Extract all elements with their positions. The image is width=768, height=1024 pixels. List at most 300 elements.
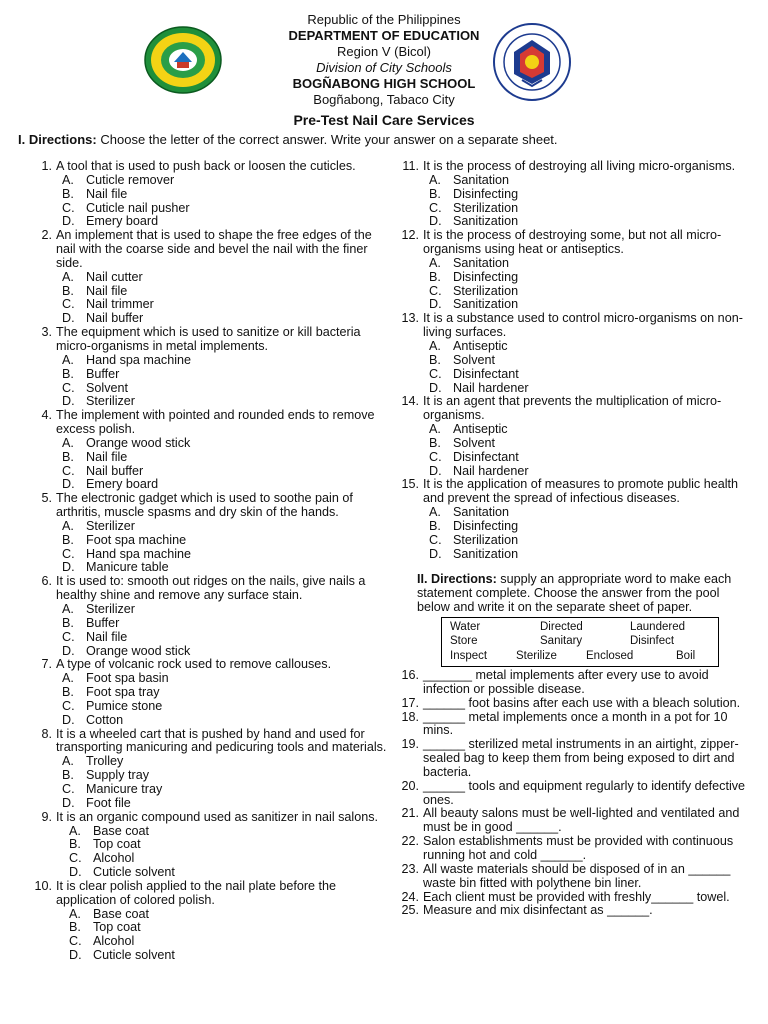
option-text: Nail hardener — [453, 463, 529, 478]
question-number: 2. — [41, 228, 52, 243]
option-letter: D. — [429, 214, 442, 229]
option-letter: D. — [62, 795, 75, 810]
option-text: Antiseptic — [453, 338, 508, 353]
option-text: Nail trimmer — [86, 297, 154, 312]
division-line: Division of City Schools — [316, 60, 452, 75]
answer-option — [28, 838, 388, 852]
option-letter: B. — [62, 768, 74, 783]
question-number: 19. — [401, 737, 419, 752]
option-letter: B. — [429, 352, 441, 367]
option-letter: B. — [429, 186, 441, 201]
option-text: Nail cutter — [86, 269, 143, 284]
option-text: Base coat — [93, 823, 150, 838]
question-row — [28, 492, 388, 520]
answer-option — [28, 949, 388, 963]
question-number: 23. — [401, 861, 419, 876]
question-item — [395, 891, 747, 905]
option-text: Sanitation — [453, 172, 510, 187]
option-text: Top coat — [93, 837, 141, 852]
option-text: Supply tray — [86, 768, 149, 783]
question-number: 20. — [401, 778, 419, 793]
option-letter: A. — [62, 518, 74, 533]
question-text: The implement with pointed and rounded ends to remove excess polish. — [56, 408, 375, 437]
question-text: It is an organic compound used as sanitizer in nail salons. — [56, 809, 379, 824]
question-row — [395, 711, 747, 739]
option-text: Orange wood stick — [86, 435, 191, 450]
option-letter: C. — [429, 449, 442, 464]
option-text: Nail file — [86, 283, 128, 298]
option-letter: A. — [62, 269, 74, 284]
answer-option — [28, 783, 388, 797]
option-letter: C. — [62, 380, 75, 395]
option-letter: B. — [429, 435, 441, 450]
question-number: 7. — [41, 657, 52, 672]
answer-option — [395, 188, 747, 202]
question-item — [395, 697, 747, 711]
question-text: Measure and mix disinfectant as ______. — [423, 903, 653, 918]
question-row — [395, 229, 747, 257]
option-text: Sanitization — [453, 546, 519, 561]
question-text: It is clear polish applied to the nail plate before the application of colored polish. — [56, 878, 337, 907]
question-item — [28, 326, 388, 409]
answer-option — [28, 825, 388, 839]
question-row — [28, 811, 388, 825]
question-number: 13. — [401, 311, 419, 326]
option-letter: C. — [429, 283, 442, 298]
question-row — [395, 738, 747, 780]
option-letter: C. — [62, 781, 75, 796]
question-item — [28, 728, 388, 811]
option-text: Sterilization — [453, 532, 519, 547]
question-item — [395, 807, 747, 835]
question-row — [395, 669, 747, 697]
answer-option — [28, 285, 388, 299]
option-letter: D. — [62, 643, 75, 658]
question-item — [28, 658, 388, 727]
question-row — [28, 160, 388, 174]
question-row — [28, 880, 388, 908]
question-number: 1. — [41, 159, 52, 173]
answer-option — [28, 935, 388, 949]
answer-option — [395, 548, 747, 562]
option-letter: C. — [69, 934, 82, 949]
answer-option — [28, 368, 388, 382]
option-text: Nail file — [86, 629, 128, 644]
option-letter: B. — [69, 920, 81, 935]
answer-option — [395, 215, 747, 229]
question-item — [395, 229, 747, 312]
question-text: The equipment which is used to sanitize or kill bacteria micro-organisms in metal implements. — [56, 325, 361, 353]
question-row — [395, 697, 747, 711]
answer-option — [395, 534, 747, 548]
right-multiple-choice — [395, 160, 747, 561]
option-text: Hand spa machine — [86, 546, 192, 561]
option-text: Disinfecting — [453, 518, 519, 533]
question-number: 16. — [401, 668, 419, 682]
question-row — [395, 904, 747, 918]
answer-option — [28, 866, 388, 880]
option-letter: A. — [69, 823, 81, 838]
answer-option — [28, 520, 388, 534]
option-text: Alcohol — [93, 851, 135, 866]
question-text: All waste materials should be disposed of in an ______ waste bin fitted with polythene bin liner. — [423, 861, 731, 890]
option-text: Disinfectant — [453, 449, 519, 464]
option-text: Pumice stone — [86, 698, 163, 713]
answer-option — [395, 285, 747, 299]
option-text: Cuticle nail pusher — [86, 200, 190, 215]
option-text: Sanitization — [453, 297, 519, 312]
option-text: Hand spa machine — [86, 352, 192, 367]
pool-word: Inspect — [450, 650, 488, 662]
option-letter: C. — [62, 546, 75, 561]
answer-option — [28, 534, 388, 548]
question-number: 4. — [41, 408, 52, 423]
option-letter: C. — [62, 200, 75, 215]
answer-option — [28, 921, 388, 935]
option-text: Emery board — [86, 214, 159, 229]
option-letter: A. — [62, 671, 74, 686]
question-row — [395, 780, 747, 808]
pool-word: Enclosed — [586, 650, 634, 662]
school-address: Bogñabong, Tabaco City — [313, 92, 455, 107]
option-letter: D. — [429, 297, 442, 312]
option-letter: D. — [62, 477, 75, 492]
answer-option — [395, 340, 747, 354]
answer-option — [395, 437, 747, 451]
question-number: 24. — [401, 889, 419, 904]
question-row — [28, 409, 388, 437]
option-letter: A. — [69, 906, 81, 921]
question-text: A type of volcanic rock used to remove callouses. — [56, 657, 332, 672]
option-letter: C. — [62, 698, 75, 713]
option-text: Solvent — [453, 435, 496, 450]
question-item — [28, 880, 388, 963]
question-item — [395, 863, 747, 891]
part2-label: II. Directions: — [417, 572, 497, 587]
option-text: Sterilization — [453, 283, 519, 298]
question-row — [395, 807, 747, 835]
answer-option — [28, 437, 388, 451]
answer-option — [28, 714, 388, 728]
option-letter: B. — [429, 518, 441, 533]
school-name: BOGÑABONG HIGH SCHOOL — [292, 76, 476, 91]
option-letter: D. — [429, 546, 442, 561]
question-row — [395, 863, 747, 891]
option-text: Sanitation — [453, 505, 510, 520]
question-number: 17. — [401, 695, 419, 710]
question-text: ______ foot basins after each use with a bleach solution. — [423, 695, 741, 710]
answer-option — [28, 202, 388, 216]
option-text: Cotton — [86, 712, 124, 727]
answer-option — [28, 354, 388, 368]
question-number: 14. — [401, 394, 419, 409]
question-text: It is the application of measures to promote public health and prevent the spread of infectious diseases. — [423, 477, 739, 506]
option-letter: A. — [62, 172, 74, 187]
option-text: Nail file — [86, 186, 128, 201]
question-row — [28, 658, 388, 672]
option-letter: D. — [69, 865, 82, 880]
option-text: Nail buffer — [86, 311, 144, 326]
answer-option — [28, 700, 388, 714]
answer-option — [28, 852, 388, 866]
answer-option — [28, 686, 388, 700]
part1-text: Choose the letter of the correct answer. Write your answer on a separate sheet. — [96, 132, 558, 147]
pool-word: Laundered — [630, 621, 685, 633]
option-text: Manicure tray — [86, 781, 163, 796]
option-text: Cuticle solvent — [93, 865, 175, 880]
answer-option — [28, 908, 388, 922]
option-text: Foot spa basin — [86, 671, 169, 686]
pool-word: Water — [450, 621, 481, 633]
answer-option — [28, 672, 388, 686]
option-text: Orange wood stick — [86, 643, 191, 658]
option-letter: D. — [62, 394, 75, 409]
option-text: Sterilizer — [86, 518, 135, 533]
question-text: Each client must be provided with freshly______ towel. — [423, 889, 730, 904]
question-text: Salon establishments must be provided with continuous running hot and cold ______. — [423, 834, 734, 862]
option-letter: B. — [62, 449, 74, 464]
pool-word: Directed — [540, 621, 583, 633]
option-letter: A. — [429, 422, 441, 437]
option-letter: A. — [62, 754, 74, 769]
option-letter: D. — [429, 463, 442, 478]
option-letter: D. — [62, 214, 75, 229]
option-letter: C. — [429, 366, 442, 381]
option-letter: B. — [62, 532, 74, 547]
question-number: 10. — [34, 878, 52, 893]
question-item — [395, 904, 747, 918]
option-letter: D. — [62, 311, 75, 326]
question-row — [395, 395, 747, 423]
answer-option — [28, 215, 388, 229]
question-number: 15. — [401, 477, 419, 492]
question-number: 12. — [401, 228, 419, 243]
answer-option — [28, 382, 388, 396]
answer-option — [395, 465, 747, 479]
answer-option — [28, 465, 388, 479]
part2-text: supply an appropriate word to make each statement complete. Choose the answer from the pool below and write it on the separate sheet of paper. — [417, 572, 732, 615]
part1-label: I. Directions: — [18, 132, 97, 147]
option-text: Foot spa machine — [86, 532, 187, 547]
option-text: Sanitization — [453, 214, 519, 229]
question-text: ______ metal implements once a month in a pot for 10 mins. — [423, 709, 728, 738]
option-letter: D. — [62, 712, 75, 727]
answer-option — [395, 257, 747, 271]
option-text: Solvent — [86, 380, 129, 395]
answer-option — [28, 755, 388, 769]
question-item — [395, 478, 747, 561]
question-item — [28, 409, 388, 492]
document-header — [0, 12, 768, 108]
part2-directions — [395, 573, 747, 615]
question-item — [395, 738, 747, 780]
option-text: Base coat — [93, 906, 150, 921]
answer-option — [28, 631, 388, 645]
question-text: It is an agent that prevents the multiplication of micro-organisms. — [423, 394, 722, 423]
answer-option — [28, 645, 388, 659]
answer-option — [28, 451, 388, 465]
option-letter: B. — [62, 283, 74, 298]
fill-in-questions — [395, 669, 747, 918]
option-letter: C. — [62, 297, 75, 312]
pool-word: Store — [450, 635, 478, 647]
answer-option — [28, 769, 388, 783]
question-text: It is used to: smooth out ridges on the nails, give nails a healthy shine and remove any surface stain. — [56, 574, 366, 603]
question-row — [395, 835, 747, 863]
pool-word: Sterilize — [516, 650, 557, 662]
question-item — [395, 669, 747, 697]
question-number: 21. — [401, 806, 419, 821]
question-text: It is the process of destroying all living micro-organisms. — [423, 159, 736, 173]
option-text: Disinfecting — [453, 269, 519, 284]
option-text: Disinfectant — [453, 366, 519, 381]
part1-directions — [18, 132, 558, 147]
answer-option — [395, 520, 747, 534]
option-text: Sanitation — [453, 255, 510, 270]
option-letter: B. — [429, 269, 441, 284]
question-text: All beauty salons must be well-lighted and ventilated and must be in good ______. — [423, 806, 740, 835]
right-column — [395, 160, 747, 918]
option-text: Sterilization — [453, 200, 519, 215]
question-item — [395, 160, 747, 229]
option-text: Antiseptic — [453, 422, 508, 437]
question-item — [395, 395, 747, 478]
option-letter: B. — [69, 837, 81, 852]
option-text: Manicure table — [86, 560, 169, 575]
option-letter: C. — [429, 200, 442, 215]
option-text: Solvent — [453, 352, 496, 367]
option-text: Sterilizer — [86, 394, 135, 409]
question-number: 5. — [41, 491, 52, 506]
option-letter: C. — [429, 532, 442, 547]
question-number: 3. — [41, 325, 52, 340]
option-letter: B. — [62, 366, 74, 381]
option-text: Cuticle remover — [86, 172, 175, 187]
question-item — [28, 229, 388, 326]
question-item — [28, 492, 388, 575]
question-row — [395, 160, 747, 174]
option-text: Foot file — [86, 795, 131, 810]
question-text: It is a substance used to control micro-organisms on non-living surfaces. — [423, 311, 743, 340]
region-line: Region V (Bicol) — [337, 44, 431, 59]
question-item — [28, 811, 388, 880]
option-text: Nail buffer — [86, 463, 144, 478]
option-letter: B. — [62, 685, 74, 700]
option-text: Buffer — [86, 615, 120, 630]
question-number: 11. — [402, 159, 419, 173]
left-column — [28, 160, 388, 963]
question-item — [395, 711, 747, 739]
option-text: Sterilizer — [86, 602, 135, 616]
pool-word: Boil — [676, 650, 696, 662]
option-letter: A. — [429, 505, 441, 520]
question-item — [395, 780, 747, 808]
answer-option — [28, 312, 388, 326]
option-letter: A. — [429, 255, 441, 270]
answer-option — [395, 368, 747, 382]
answer-option — [395, 271, 747, 285]
question-row — [28, 728, 388, 756]
option-letter: A. — [62, 435, 74, 450]
question-row — [395, 478, 747, 506]
word-pool-box — [441, 617, 719, 667]
option-letter: C. — [69, 851, 82, 866]
answer-option — [395, 451, 747, 465]
option-letter: A. — [62, 602, 74, 616]
answer-option — [395, 354, 747, 368]
option-letter: A. — [62, 352, 74, 367]
question-text: The electronic gadget which is used to soothe pain of arthritis, muscle spasms and dry skin of the hands. — [56, 491, 353, 520]
option-letter: A. — [429, 172, 441, 187]
answer-option — [395, 174, 747, 188]
question-text: A tool that is used to push back or loosen the cuticles. — [56, 159, 356, 173]
option-text: Trolley — [86, 754, 124, 769]
question-row — [395, 312, 747, 340]
answer-option — [28, 174, 388, 188]
question-text: ______ sterilized metal instruments in an airtight, zipper-sealed bag to keep them from being exposed to dirt and bacteria. — [423, 737, 739, 779]
question-row — [28, 229, 388, 271]
question-number: 6. — [41, 574, 52, 589]
option-letter: B. — [62, 186, 74, 201]
question-number: 22. — [401, 834, 419, 849]
answer-option — [28, 478, 388, 492]
option-letter: C. — [62, 629, 75, 644]
page-title: Pre-Test Nail Care Services — [293, 112, 475, 128]
pool-word: Sanitary — [540, 635, 583, 647]
answer-option — [28, 797, 388, 811]
answer-option — [395, 506, 747, 520]
question-item — [395, 835, 747, 863]
answer-option — [395, 298, 747, 312]
option-text: Buffer — [86, 366, 120, 381]
answer-option — [28, 617, 388, 631]
question-number: 18. — [401, 709, 419, 724]
question-row — [395, 891, 747, 905]
answer-option — [28, 561, 388, 575]
option-text: Emery board — [86, 477, 159, 492]
option-letter: D. — [429, 380, 442, 395]
option-letter: D. — [62, 560, 75, 575]
question-item — [28, 575, 388, 658]
question-item — [28, 160, 388, 229]
option-letter: A. — [429, 338, 441, 353]
question-number: 25. — [401, 903, 419, 918]
answer-option — [28, 271, 388, 285]
option-text: Foot spa tray — [86, 685, 160, 700]
answer-option — [28, 603, 388, 617]
republic-line: Republic of the Philippines — [307, 12, 461, 27]
question-text: _______ metal implements after every use to avoid infection or possible disease. — [423, 668, 709, 696]
option-text: Nail hardener — [453, 380, 529, 395]
question-number: 9. — [41, 809, 52, 824]
question-row — [28, 575, 388, 603]
option-letter: D. — [69, 948, 82, 963]
question-row — [28, 326, 388, 354]
option-text: Cuticle solvent — [93, 948, 175, 963]
answer-option — [28, 188, 388, 202]
answer-option — [28, 548, 388, 562]
question-text: ______ tools and equipment regularly to identify defective ones. — [423, 778, 746, 807]
question-number: 8. — [41, 726, 52, 741]
question-text: It is the process of destroying some, but not all micro-organisms using heat or antiseptics. — [423, 228, 722, 257]
answer-option — [395, 202, 747, 216]
option-text: Top coat — [93, 920, 141, 935]
question-item — [395, 312, 747, 395]
option-text: Alcohol — [93, 934, 135, 949]
option-letter: B. — [62, 615, 74, 630]
department-line: DEPARTMENT OF EDUCATION — [288, 28, 480, 43]
option-text: Disinfecting — [453, 186, 519, 201]
